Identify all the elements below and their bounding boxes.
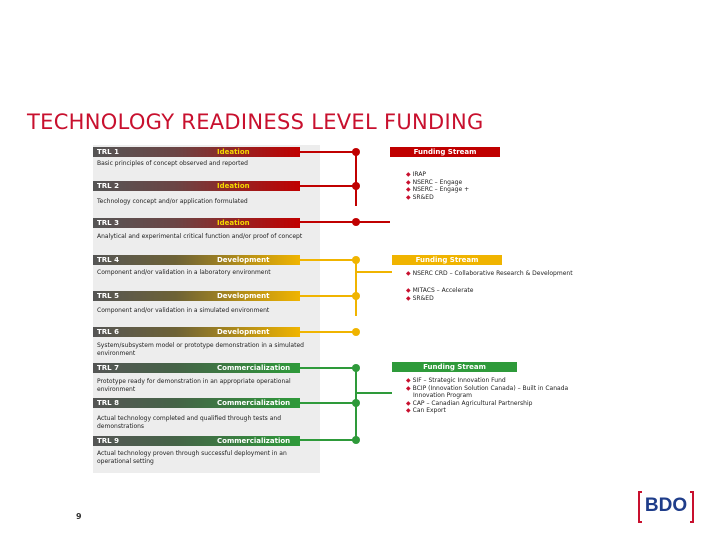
funding-item: ◆ MITACS – Accelerate (406, 287, 474, 294)
trl-description: Technology concept and/or application formulated (97, 198, 248, 205)
logo-text: BDO (644, 495, 688, 516)
trl-label: TRL 7 (97, 364, 119, 372)
trl-description: Prototype ready for demonstration in an appropriate operational environment (97, 378, 291, 393)
trl-bar (93, 147, 300, 157)
trl-bar (93, 363, 300, 373)
funding-item: ◆ SR&ED (406, 193, 434, 201)
logo-bracket-left (638, 491, 642, 523)
funding-stream-list (406, 287, 473, 302)
trl-description: Analytical and experimental critical function and/or proof of concept (97, 233, 303, 240)
page-number: 9 (76, 512, 82, 521)
stage-label: Development (217, 292, 270, 300)
funding-item: ◆ SR&ED (406, 294, 434, 302)
trl-bar (93, 181, 300, 191)
funding-stream-list (406, 377, 586, 415)
funding-item: ◆ Can Export (406, 407, 446, 414)
page-title: TECHNOLOGY READINESS LEVEL FUNDING (27, 110, 484, 134)
trl-bar (93, 218, 300, 228)
stage-label: Ideation (217, 182, 250, 190)
trl-description: Basic principles of concept observed and reported (97, 160, 248, 167)
trl-description: Actual technology proven through successful deployment in an operational setting (97, 450, 287, 465)
trl-bar (93, 327, 300, 337)
funding-item: ◆ SIF – Strategic Innovation Fund (406, 377, 506, 384)
stage-label: Development (217, 328, 270, 336)
trl-label: TRL 6 (97, 328, 119, 336)
trl-bar (93, 291, 300, 301)
stage-label: Commercialization (217, 437, 291, 445)
trl-description: Component and/or validation in a simulated environment (97, 307, 270, 314)
funding-stream-header: Funding Stream (392, 362, 517, 372)
trl-bar (93, 255, 300, 265)
trl-label: TRL 9 (97, 437, 119, 445)
trl-description: Component and/or validation in a laboratory environment (97, 269, 271, 276)
trl-description: Actual technology completed and qualified through tests and demonstrations (97, 415, 281, 430)
logo-bracket-right (690, 491, 694, 523)
funding-stream-list (406, 171, 469, 201)
stage-label: Ideation (217, 148, 250, 156)
trl-bar (93, 436, 300, 446)
trl-label: TRL 2 (97, 182, 119, 190)
funding-item: ◆ NSERC – Engage (406, 178, 463, 186)
trl-label: TRL 4 (97, 256, 119, 264)
trl-description: System/subsystem model or prototype demonstration in a simulated environment (97, 342, 304, 357)
bdo-logo (638, 491, 694, 523)
stage-label: Commercialization (217, 399, 291, 407)
funding-item: ◆ BCIP (Innovation Solution Canada) – Built in Canada Innovation Program (406, 384, 569, 399)
funding-stream-header: Funding Stream (392, 255, 502, 265)
funding-item: ◆ NSERC – Engage + (406, 186, 470, 193)
funding-item: ◆ NSERC CRD – Collaborative Research & Development (406, 270, 573, 277)
trl-label: TRL 5 (97, 292, 119, 300)
funding-item: ◆ CAP – Canadian Agricultural Partnership (406, 399, 533, 407)
trl-label: TRL 3 (97, 219, 119, 227)
trl-label: TRL 1 (97, 148, 119, 156)
stage-label: Ideation (217, 219, 250, 227)
trl-label: TRL 8 (97, 399, 119, 407)
stage-label: Commercialization (217, 364, 291, 372)
trl-bar (93, 398, 300, 408)
funding-stream-header: Funding Stream (390, 147, 500, 157)
funding-item: ◆ IRAP (406, 171, 427, 178)
funding-stream-list (406, 270, 573, 278)
stage-label: Development (217, 256, 270, 264)
